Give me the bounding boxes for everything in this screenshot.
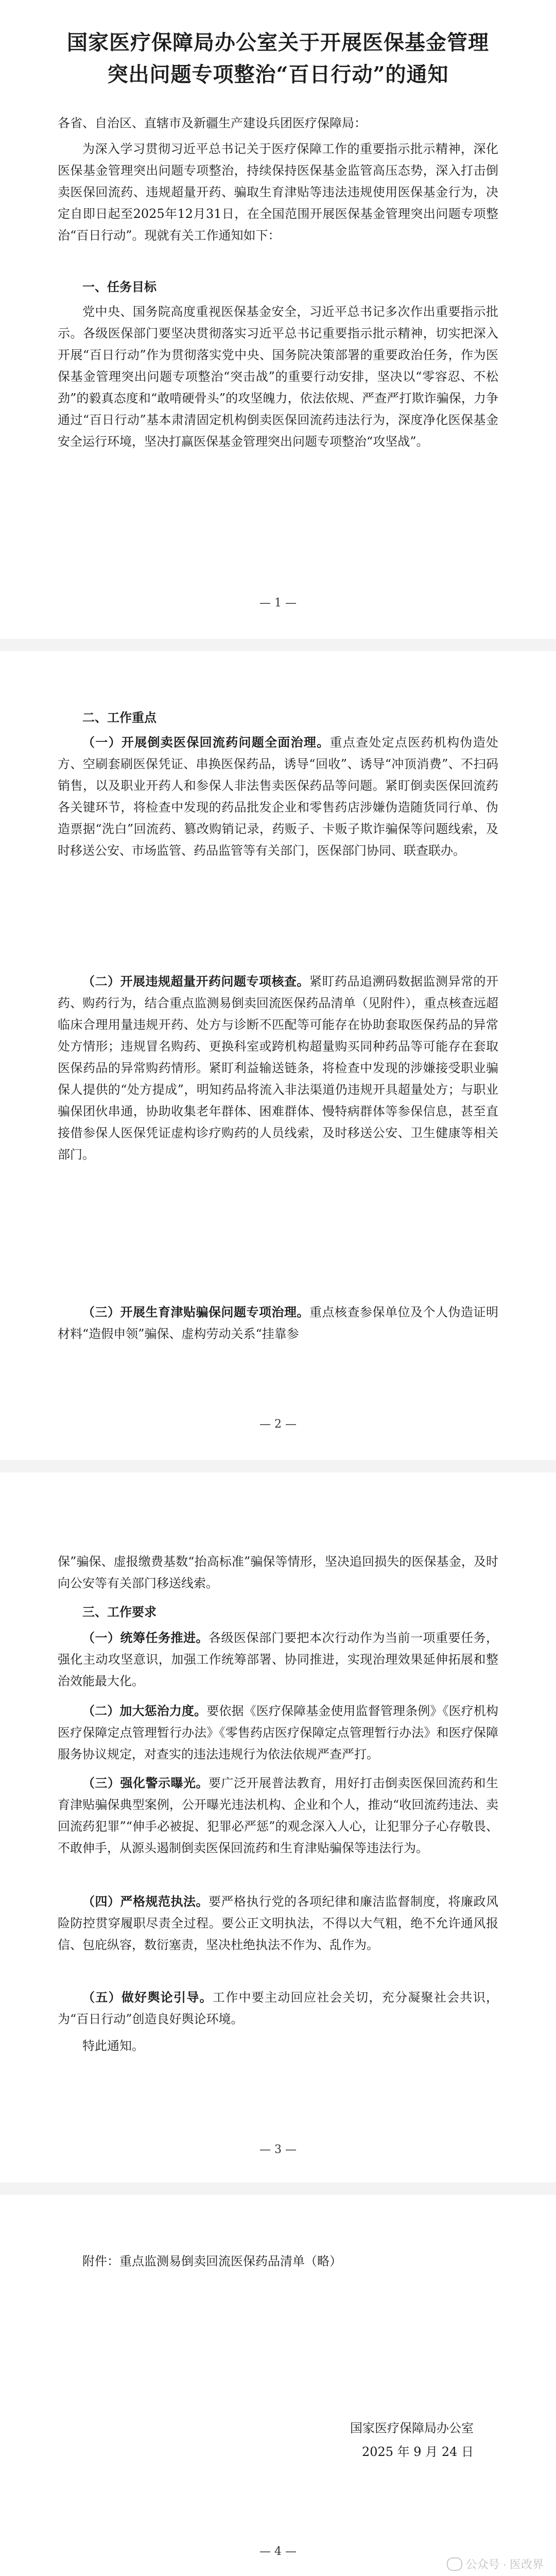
signature-block — [288, 2416, 474, 2464]
s3-item2-text: 要依据《医疗保障基金使用监督管理条例》《医疗机构医疗保障定点管理暂行办法》《零售药店医疗保障定点管理暂行办法》和医疗保障服务协议规定，对查实的违法违规行为依法依规严查严打。 — [58, 1704, 499, 1761]
s2-item1-lead: （一）开展倒卖医保回流药问题全面治理。 — [82, 735, 330, 750]
wechat-icon — [447, 2557, 462, 2571]
document-title — [0, 27, 556, 91]
s3-item3-text: 要广泛开展普法教育，用好打击倒卖医保回流药和生育津贴骗保典型案例，公开曝光违法机构、企业和个人，推动“收回流药违法、卖回流药犯罪”“伸手必被捉、犯罪必严惩”的观念深入人心，让犯罪分子心存敬畏、不敢伸手，从源头遏制倒卖医保回流药和生育津贴骗保等违法行为。 — [58, 1776, 498, 1855]
title-line-1: 国家医疗保障局办公室关于开展医保基金管理 — [67, 30, 489, 55]
page-separator-1 — [0, 639, 556, 651]
s2-item2-lead: （二）开展违规超量开药问题专项核查。 — [82, 974, 309, 989]
s2-item1 — [58, 732, 498, 861]
s2-item3-text-a: 重点核查参保单位及个人伪造证明材料“造假申领”骗保、虚构劳动关系“挂靠参 — [58, 1305, 498, 1341]
s2-item1-text: 重点查处定点医药机构伪造处方、空刷套刷医保凭证、串换医保药品，诱导“回收”、诱导“冲顶消费”、不扫码销售，以及职业开药人和参保人非法售卖医保药品等问题。紧盯倒卖医保回流药各关键环节，将检查中发现的药品批发企业和零售药店涉嫌伪造随货同行单、伪造票据“洗白”回流药、篡改购销记录，药贩子、卡贩子欺诈骗保等问题线索，及时移送公安、市场监管、药品监管等有关部门，医保部门协同、联查联办。 — [58, 735, 498, 858]
page-number-4: — 4 — — [259, 2545, 297, 2558]
s3-item2 — [58, 1700, 498, 1765]
s2-item3-part-a — [58, 1301, 498, 1345]
s3-item4-lead: （四）严格规范执法。 — [82, 1894, 208, 1909]
page-number-2: — 2 — — [259, 1418, 297, 1431]
s3-item1-lead: （一）统筹任务推进。 — [82, 1630, 208, 1645]
s3-item1-text: 各级医保部门要把本次行动作为当前一项重要任务，强化主动攻坚意识，加强工作统筹部署、协同推进，实现治理效果延伸拓展和整治效能最大化。 — [58, 1631, 498, 1688]
closing-text: 特此通知。 — [82, 2039, 144, 2053]
section3-heading: 三、工作要求 — [82, 1604, 157, 1619]
watermark — [447, 2556, 544, 2572]
s2-item3-part-b: 保”骗保、虚报缴费基数“抬高标准”骗保等情形，坚决追回损失的医保基金，及时向公安等有关部门移送线索。 — [58, 1554, 498, 1590]
s3-item4-text: 要严格执行党的各项纪律和廉洁监督制度，将廉政风险防控贯穿履职尽责全过程。要公正文明执法，不得以大气粗，绝不允许通风报信、包庇纵容，数衍塞责，坚决杜绝执法不作为、乱作为。 — [58, 1894, 498, 1952]
section1-heading: 一、任务目标 — [82, 279, 157, 294]
s2-item2 — [58, 971, 498, 1165]
s3-item1 — [58, 1627, 498, 1692]
page-number-1: — 1 — — [259, 597, 297, 609]
s3-item3 — [58, 1772, 498, 1859]
watermark-text: 公众号 · 医改界 — [465, 2558, 544, 2571]
s3-item5 — [58, 1987, 498, 2030]
page-separator-3 — [0, 2182, 556, 2195]
title-line-2: 突出问题专项整治“百日行动”的通知 — [107, 62, 449, 87]
s2-item2-text: 紧盯药品追溯码数据监测异常的开药、购药行为，结合重点监测易倒卖回流医保药品清单（见附件），重点核查远超临床合理用量违规开药、处方与诊断不匹配等可能存在协助套取医保药品的异常处方情形；违规冒名购药、更换科室或跨机构超量购买同种药品等可能存在套取医保药品的异常购药情形。紧盯利益输送链条，将检查中发现的涉嫌接受职业骗保人提供的“处方提成”，明知药品将流入非法渠道仍违规开具超量处方；与职业骗保团伙串通，协助收集老年群体、困难群体、慢特病群体等参保信息，甚至直接借参保人医保凭证虚构诊疗购药的人员线索，及时移送公安、卫生健康等相关部门。 — [58, 974, 498, 1162]
s3-item4 — [58, 1891, 498, 1956]
section1-paragraph: 党中央、国务院高度重视医保基金安全，习近平总书记多次作出重要指示批示。各级医保部门要坚决贯彻落实习近平总书记重要指示批示精神，切实把深入开展“百日行动”作为贯彻落实党中央、国务院决策部署的重要政治任务，作为医保基金管理突出问题专项整治“突击战”的重要行动安排，坚决以“零容忍、不松劲”的毅真态度和“敢啃硬骨头”的攻坚魄力，依法依规、严查严打欺诈骗保，力争通过“百日行动”基本肃清固定机构倒卖医保回流药违法行为，深度净化医保基金安全运行环境，坚决打赢医保基金管理突出问题专项整治“攻坚战”。 — [58, 304, 498, 449]
signature-date: 2025 年 9 月 24 日 — [361, 2445, 474, 2459]
signature-org: 国家医疗保障局办公室 — [350, 2421, 474, 2435]
section2-heading: 二、工作重点 — [82, 710, 157, 725]
page-number-3: — 3 — — [259, 2143, 297, 2156]
page-separator-2 — [0, 1460, 556, 1472]
s3-item2-lead: （二）加大惩治力度。 — [82, 1703, 207, 1718]
s3-item3-lead: （三）强化警示曝光。 — [82, 1775, 208, 1790]
intro-paragraph: 为深入学习贯彻习近平总书记关于医疗保障工作的重要指示批示精神，深化医保基金管理突出问题专项整治，持续保持医保基金监管高压态势，深入打击倒卖医保回流药、违规超量开药、骗取生育津贴等违法违规使用医保基金行为，决定自即日起至2025年12月31日，在全国范围开展医保基金管理突出问题专项整治“百日行动”。现就有关工作通知如下： — [58, 142, 498, 243]
s2-item3-lead: （三）开展生育津贴骗保问题专项治理。 — [82, 1304, 309, 1319]
s3-item5-lead: （五）做好舆论引导。 — [82, 1990, 213, 2005]
s3-item5-text: 工作中要主动回应社会关切，充分凝聚社会共识，为“百日行动”创造良好舆论环境。 — [58, 1990, 499, 2026]
salutation: 各省、自治区、直辖市及新疆生产建设兵团医疗保障局： — [58, 116, 367, 130]
attachment-note: 附件：重点监测易倒卖回流医保药品清单（略） — [82, 2254, 342, 2268]
